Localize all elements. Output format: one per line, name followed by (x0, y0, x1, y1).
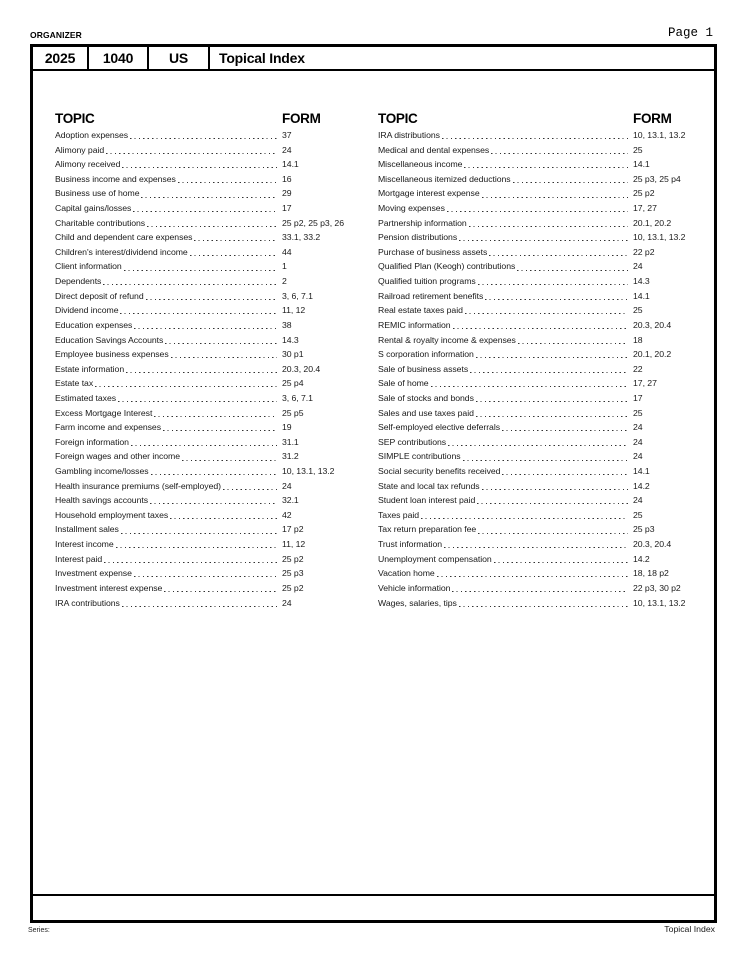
topic-label: Sale of business assets (378, 363, 469, 374)
topic-label: IRA contributions (55, 597, 120, 608)
topic-label: Sale of stocks and bonds (378, 392, 474, 403)
footer-strip (33, 894, 714, 920)
topic-label: Education expenses (55, 319, 133, 330)
form-value: 14.1 (633, 159, 650, 170)
dotted-leader (517, 259, 628, 274)
dotted-leader (470, 362, 628, 377)
form-value: 14.2 (633, 553, 650, 564)
header-form-cell: 1040 (89, 47, 149, 69)
form-value: 17, 27 (633, 378, 657, 389)
index-row (378, 479, 714, 494)
index-row (378, 464, 714, 479)
header-bar (33, 47, 714, 71)
topic-label: Gambling income/losses (55, 466, 149, 477)
page-title: Topical Index (219, 50, 305, 66)
index-row (378, 493, 714, 508)
topic-label: Estate information (55, 363, 125, 374)
topic-label: Tax return preparation fee (378, 524, 477, 535)
index-row (55, 245, 347, 260)
index-row (378, 289, 714, 304)
form-value: 31.2 (282, 451, 299, 462)
dotted-leader (482, 186, 628, 201)
form-value: 11, 12 (282, 305, 306, 316)
dotted-leader (116, 537, 277, 552)
form-value: 25 (633, 407, 643, 418)
index-rows-right (378, 128, 714, 610)
form-value: 42 (282, 509, 292, 520)
index-row (378, 128, 714, 143)
column-headers-left (55, 111, 347, 126)
form-value: 18, 18 p2 (633, 568, 669, 579)
index-row (55, 128, 347, 143)
dotted-leader (103, 274, 277, 289)
topic-label: Real estate taxes paid (378, 305, 463, 316)
form-value: 25 p3 (633, 524, 655, 535)
form-value: 24 (633, 436, 643, 447)
index-row (378, 406, 714, 421)
form-value: 25 p3, 25 p4 (633, 173, 681, 184)
index-row (55, 186, 347, 201)
dotted-leader (165, 333, 277, 348)
topic-label: Trust information (378, 539, 443, 550)
form-value: 19 (282, 422, 292, 433)
form-value: 25 p2, 25 p3, 26 (282, 217, 344, 228)
index-row (378, 420, 714, 435)
topic-label: Medical and dental expenses (378, 144, 490, 155)
index-row (55, 464, 347, 479)
index-row (378, 552, 714, 567)
dotted-leader (194, 230, 277, 245)
topic-label: Student loan interest paid (378, 495, 476, 506)
form-value: 25 p4 (282, 378, 304, 389)
form-value: 24 (633, 451, 643, 462)
dotted-leader (465, 303, 628, 318)
topic-label: Sales and use taxes paid (378, 407, 474, 418)
form-value: 31.1 (282, 436, 299, 447)
topic-label: Moving expenses (378, 203, 445, 214)
form-value: 20.1, 20.2 (633, 217, 672, 228)
form-value: 22 p2 (633, 246, 655, 257)
index-row (55, 333, 347, 348)
form-value: 22 (633, 363, 643, 374)
index-row (55, 172, 347, 187)
dotted-leader (482, 479, 628, 494)
index-row (378, 391, 714, 406)
topic-label: Foreign information (55, 436, 129, 447)
dotted-leader (494, 552, 628, 567)
dotted-leader (134, 566, 277, 581)
form-value: 17 p2 (282, 524, 304, 535)
index-row (55, 216, 347, 231)
dotted-leader (178, 172, 277, 187)
dotted-leader (453, 318, 628, 333)
topic-label: Investment interest expense (55, 582, 163, 593)
topic-label: Adoption expenses (55, 130, 129, 140)
dotted-leader (464, 157, 628, 172)
dotted-leader (448, 435, 628, 450)
dotted-leader (476, 391, 628, 406)
index-row (378, 522, 714, 537)
index-row (55, 420, 347, 435)
dotted-leader (147, 216, 277, 231)
form-value: 14.1 (633, 290, 650, 301)
top-strip (30, 26, 716, 40)
index-row (378, 259, 714, 274)
topic-label: Direct deposit of refund (55, 290, 144, 301)
form-value: 10, 13.1, 13.2 (633, 597, 686, 608)
index-row (378, 581, 714, 596)
form-value: 29 (282, 188, 292, 199)
index-row (378, 449, 714, 464)
topic-label: Vehicle information (378, 582, 451, 593)
index-row (55, 406, 347, 421)
index-row (378, 303, 714, 318)
topic-label: Taxes paid (378, 509, 420, 520)
index-row (378, 347, 714, 362)
topic-label: Qualified Plan (Keogh) contributions (378, 261, 516, 272)
index-row (55, 157, 347, 172)
form-value: 17 (633, 392, 643, 403)
index-row (55, 376, 347, 391)
index-row (55, 566, 347, 581)
topic-label: Qualified tuition programs (378, 276, 476, 287)
dotted-leader (164, 581, 277, 596)
index-row (55, 230, 347, 245)
form-value: 25 p2 (282, 582, 304, 593)
topic-label: Wages, salaries, tips (378, 597, 457, 608)
index-row (378, 318, 714, 333)
form-value: 20.3, 20.4 (633, 319, 672, 330)
form-value: 24 (633, 422, 643, 433)
index-row (378, 333, 714, 348)
form-value: 14.1 (633, 466, 650, 477)
footer-title: Topical Index (664, 924, 715, 934)
index-row (378, 157, 714, 172)
form-value: 10, 13.1, 13.2 (633, 232, 686, 243)
form-value: 33.1, 33.2 (282, 232, 321, 243)
topic-label: Estimated taxes (55, 392, 117, 403)
dotted-leader (513, 172, 628, 187)
dotted-leader (146, 289, 277, 304)
index-row (55, 362, 347, 377)
dotted-leader (431, 376, 628, 391)
form-value: 14.3 (633, 276, 650, 287)
topic-label: SEP contributions (378, 436, 447, 447)
topic-label: Interest paid (55, 553, 103, 564)
form-value: 25 p2 (282, 553, 304, 564)
footer-text-row (28, 924, 715, 934)
form-value: 22 p3, 30 p2 (633, 582, 681, 593)
index-row (55, 479, 347, 494)
topic-label: Purchase of business assets (378, 246, 488, 257)
page-number: Page 1 (667, 26, 713, 40)
topic-label: Miscellaneous itemized deductions (378, 173, 511, 184)
topic-label: Miscellaneous income (378, 159, 463, 170)
dotted-leader (170, 508, 277, 523)
form-value: 10, 13.1, 13.2 (633, 130, 686, 140)
index-column-left (55, 111, 347, 610)
dotted-leader (122, 596, 277, 611)
index-row (55, 347, 347, 362)
topic-label: IRA distributions (378, 130, 440, 140)
form-value: 38 (282, 319, 292, 330)
form-value: 25 p3 (282, 568, 304, 579)
dotted-leader (124, 259, 277, 274)
index-row (378, 376, 714, 391)
dotted-leader (478, 274, 628, 289)
index-row (55, 259, 347, 274)
dotted-leader (502, 420, 628, 435)
index-row (378, 566, 714, 581)
index-row (378, 435, 714, 450)
dotted-leader (477, 493, 628, 508)
topic-label: Interest income (55, 539, 114, 550)
topic-label: Installment sales (55, 524, 119, 535)
index-row (378, 230, 714, 245)
topic-label: Client information (55, 261, 122, 272)
form-value: 16 (282, 173, 292, 184)
dotted-leader (437, 566, 628, 581)
index-row (55, 552, 347, 567)
topic-label: Business use of home (55, 188, 140, 199)
dotted-leader (476, 406, 628, 421)
topic-label: Railroad retirement benefits (378, 290, 484, 301)
topic-label: Charitable contributions (55, 217, 146, 228)
form-value: 20.3, 20.4 (282, 363, 321, 374)
form-value: 25 p2 (633, 188, 655, 199)
form-value: 30 p1 (282, 349, 304, 360)
topic-label: Unemployment compensation (378, 553, 492, 564)
form-value: 25 (633, 305, 643, 316)
topic-label: Health insurance premiums (self-employed) (55, 480, 221, 491)
topic-label: Employee business expenses (55, 349, 169, 360)
index-row (55, 289, 347, 304)
dotted-leader (459, 596, 628, 611)
index-row (55, 493, 347, 508)
index-row (378, 537, 714, 552)
topic-label: Education Savings Accounts (55, 334, 164, 345)
index-row (378, 186, 714, 201)
topic-label: Partnership information (378, 217, 467, 228)
dotted-leader (104, 552, 277, 567)
topic-label: Capital gains/losses (55, 203, 132, 214)
header-year-cell: 2025 (33, 47, 89, 69)
header-country-cell: US (149, 47, 210, 69)
form-value: 32.1 (282, 495, 299, 506)
dotted-leader (469, 216, 628, 231)
dotted-leader (126, 362, 277, 377)
topic-label: Dependents (55, 276, 102, 287)
index-row (55, 274, 347, 289)
index-row (378, 596, 714, 611)
index-row (55, 537, 347, 552)
dotted-leader (478, 522, 628, 537)
topic-label: REMIC information (378, 319, 451, 330)
topic-label: S corporation information (378, 349, 474, 360)
form-value: 24 (633, 261, 643, 272)
topic-label: Investment expense (55, 568, 132, 579)
topic-label: Household employment taxes (55, 509, 169, 520)
dotted-leader (133, 201, 277, 216)
dotted-leader (459, 230, 628, 245)
topic-label: Mortgage interest expense (378, 188, 480, 199)
topic-column-header: TOPIC (378, 111, 418, 126)
index-row (378, 245, 714, 260)
form-column-header: FORM (282, 111, 321, 126)
index-row (55, 303, 347, 318)
index-row (378, 201, 714, 216)
dotted-leader (182, 449, 277, 464)
dotted-leader (122, 157, 277, 172)
series-label: Series: (28, 927, 50, 934)
form-value: 17 (282, 203, 292, 214)
index-row (55, 143, 347, 158)
index-row (55, 522, 347, 537)
dotted-leader (442, 128, 628, 143)
dotted-leader (171, 347, 277, 362)
organizer-label: ORGANIZER (30, 30, 82, 40)
dotted-leader (95, 376, 277, 391)
topic-label: Rental & royalty income & expenses (378, 334, 516, 345)
dotted-leader (154, 406, 277, 421)
dotted-leader (489, 245, 628, 260)
form-value: 25 p5 (282, 407, 304, 418)
dotted-leader (190, 245, 277, 260)
topic-column-header: TOPIC (55, 111, 95, 126)
index-row (378, 362, 714, 377)
form-value: 10, 13.1, 13.2 (282, 466, 335, 477)
topic-label: Health savings accounts (55, 495, 149, 506)
index-row (55, 201, 347, 216)
dotted-leader (452, 581, 628, 596)
index-row (55, 449, 347, 464)
dotted-leader (151, 464, 277, 479)
index-row (378, 216, 714, 231)
dotted-leader (447, 201, 628, 216)
dotted-leader (134, 318, 277, 333)
dotted-leader (444, 537, 628, 552)
index-row (55, 435, 347, 450)
dotted-leader (463, 449, 628, 464)
dotted-leader (421, 508, 628, 523)
dotted-leader (118, 391, 277, 406)
topic-label: Alimony received (55, 159, 121, 170)
topic-label: Farm income and expenses (55, 422, 161, 433)
dotted-leader (141, 186, 277, 201)
index-row (55, 581, 347, 596)
form-value: 44 (282, 246, 292, 257)
topic-label: Foreign wages and other income (55, 451, 181, 462)
form-value: 3, 6, 7.1 (282, 392, 313, 403)
index-row (378, 508, 714, 523)
index-row (378, 274, 714, 289)
topic-label: Alimony paid (55, 144, 105, 155)
dotted-leader (106, 143, 277, 158)
dotted-leader (476, 347, 628, 362)
index-rows-left (55, 128, 347, 610)
index-row (55, 318, 347, 333)
dotted-leader (150, 493, 277, 508)
topic-label: Sale of home (378, 378, 429, 389)
form-value: 24 (282, 144, 292, 155)
form-value: 25 (633, 509, 643, 520)
form-value: 20.3, 20.4 (633, 539, 672, 550)
dotted-leader (491, 143, 628, 158)
form-value: 14.1 (282, 159, 299, 170)
topic-label: Vacation home (378, 568, 435, 579)
topic-label: Excess Mortgage Interest (55, 407, 153, 418)
column-headers-right (378, 111, 714, 126)
dotted-leader (121, 522, 277, 537)
dotted-leader (163, 420, 277, 435)
form-value: 24 (282, 480, 292, 491)
dotted-leader (223, 479, 277, 494)
form-value: 3, 6, 7.1 (282, 290, 313, 301)
form-value: 24 (282, 597, 292, 608)
dotted-leader (502, 464, 628, 479)
index-column-right (378, 111, 714, 610)
dotted-leader (485, 289, 628, 304)
form-column-header: FORM (633, 111, 672, 126)
dotted-leader (130, 128, 277, 143)
form-value: 24 (633, 495, 643, 506)
form-value: 14.3 (282, 334, 299, 345)
form-value: 20.1, 20.2 (633, 349, 672, 360)
form-value: 11, 12 (282, 539, 306, 550)
topic-label: Business income and expenses (55, 173, 176, 184)
topic-label: State and local tax refunds (378, 480, 480, 491)
form-value: 37 (282, 130, 292, 140)
form-value: 18 (633, 334, 643, 345)
form-value: 14.2 (633, 480, 650, 491)
index-row (378, 143, 714, 158)
dotted-leader (518, 333, 628, 348)
index-row (55, 596, 347, 611)
topic-label: Estate tax (55, 378, 94, 389)
topic-label: Social security benefits received (378, 466, 501, 477)
topic-label: Dividend income (55, 305, 119, 316)
index-row (378, 172, 714, 187)
dotted-leader (131, 435, 277, 450)
dotted-leader (120, 303, 277, 318)
form-value: 25 (633, 144, 643, 155)
index-row (55, 508, 347, 523)
form-value: 17, 27 (633, 203, 657, 214)
form-value: 1 (282, 261, 287, 272)
main-box (30, 44, 717, 923)
topic-label: SIMPLE contributions (378, 451, 461, 462)
topic-label: Pension distributions (378, 232, 458, 243)
topic-label: Self-employed elective deferrals (378, 422, 501, 433)
topic-label: Child and dependent care expenses (55, 232, 193, 243)
topic-label: Children's interest/dividend income (55, 246, 188, 257)
form-value: 2 (282, 276, 287, 287)
index-row (55, 391, 347, 406)
